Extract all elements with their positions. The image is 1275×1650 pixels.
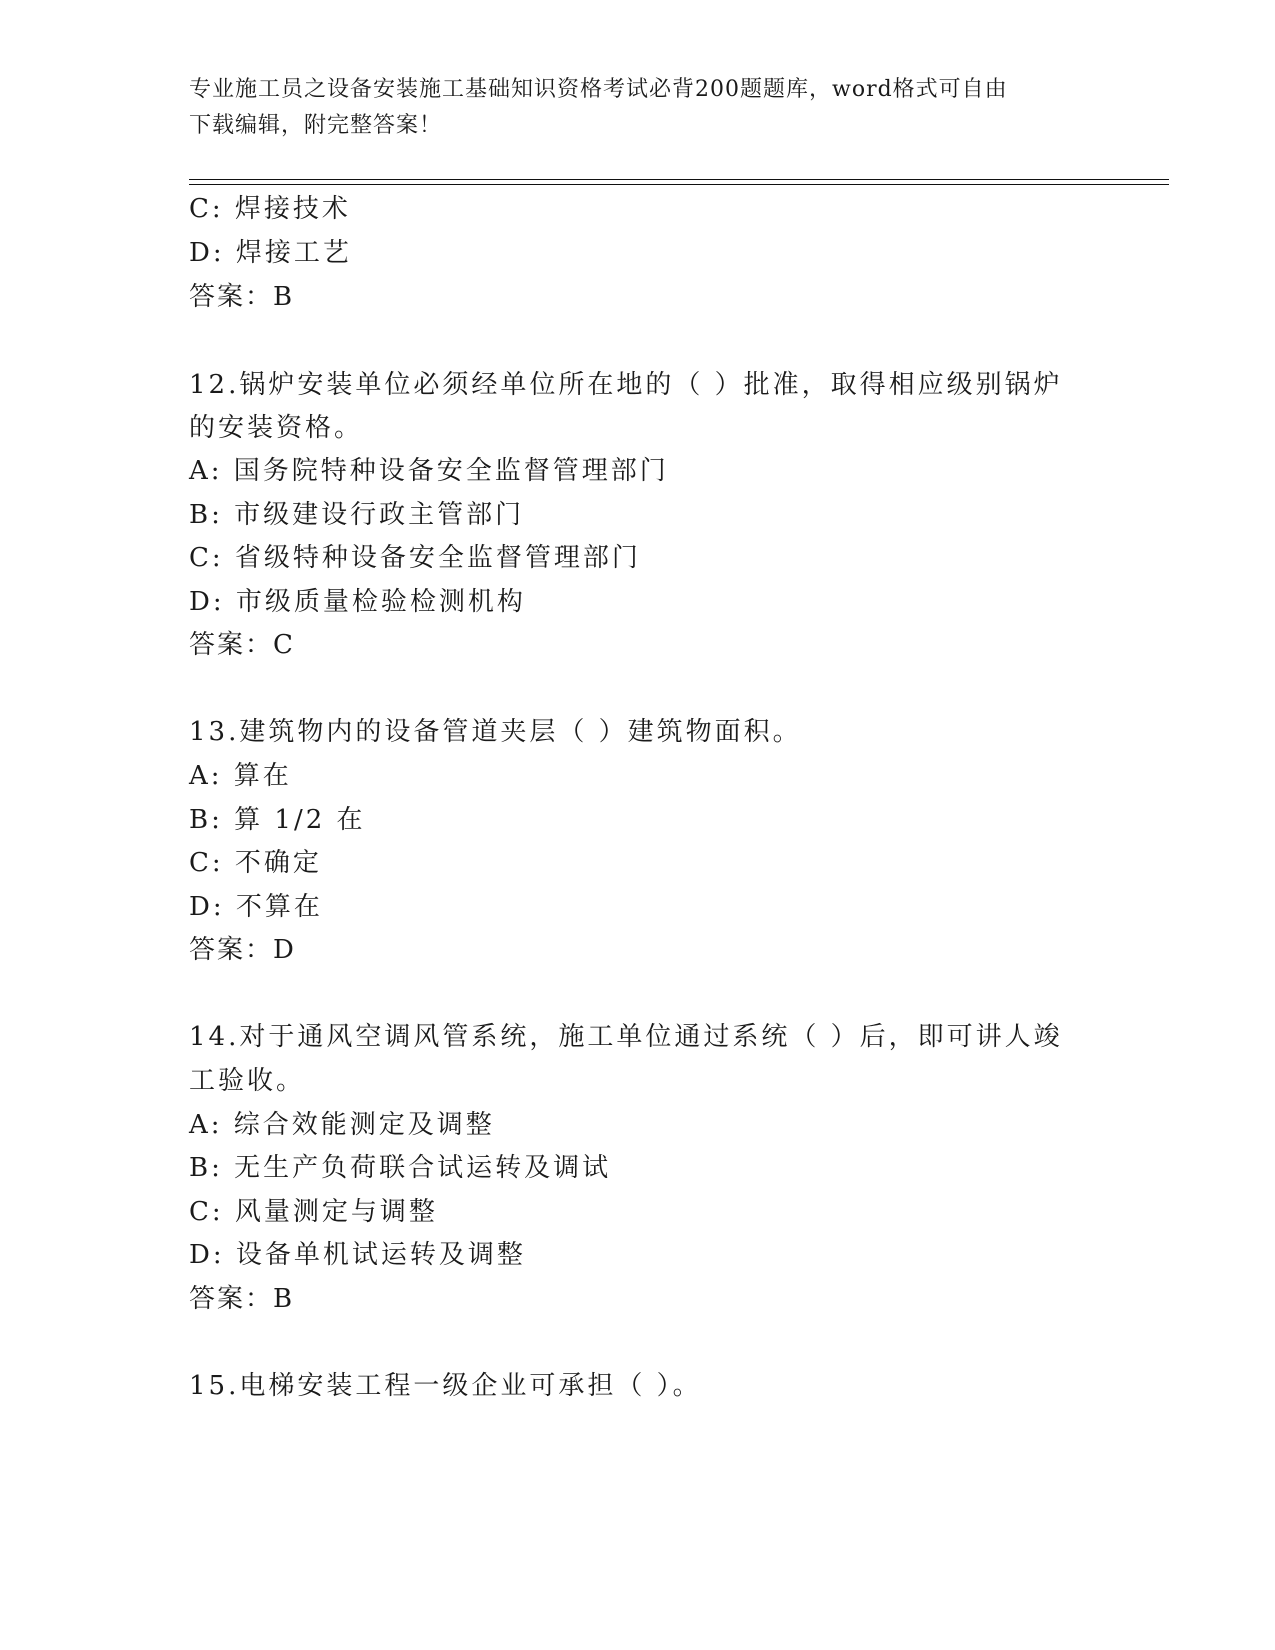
- q13-stem-line-1: 13.建筑物内的设备管道夹层（ ）建筑物面积。: [189, 717, 802, 747]
- q14-stem-line-2: 工验收。: [189, 1066, 306, 1096]
- q14-option-b: B: 无生产负荷联合试运转及调试: [189, 1153, 612, 1183]
- q12-stem-line-1: 12.锅炉安装单位必须经单位所在地的（ ）批准，取得相应级别锅炉: [189, 370, 1063, 400]
- q14-answer: 答案：B: [189, 1284, 295, 1314]
- q11-option-d: D: 焊接工艺: [189, 238, 352, 268]
- q14-option-c: C: 风量测定与调整: [189, 1197, 438, 1227]
- q15-stem-line-1: 15.电梯安装工程一级企业可承担（ ）。: [189, 1371, 702, 1401]
- header-divider-bottom: [189, 184, 1169, 185]
- q12-stem-line-2: 的安装资格。: [189, 413, 364, 443]
- q14-option-a: A: 综合效能测定及调整: [189, 1110, 495, 1140]
- q12-option-a: A: 国务院特种设备安全监督管理部门: [189, 456, 669, 486]
- q12-answer: 答案：C: [189, 630, 295, 660]
- q13-option-c: C: 不确定: [189, 848, 322, 878]
- q11-answer: 答案：B: [189, 282, 295, 312]
- q11-option-c: C: 焊接技术: [189, 194, 351, 224]
- header-divider-top: [189, 179, 1169, 180]
- q12-option-d: D: 市级质量检验检测机构: [189, 587, 526, 617]
- q13-option-d: D: 不算在: [189, 892, 323, 922]
- q13-option-b: B: 算 1/2 在: [189, 805, 366, 835]
- q14-option-d: D: 设备单机试运转及调整: [189, 1240, 526, 1270]
- q12-option-c: C: 省级特种设备安全监督管理部门: [189, 543, 641, 573]
- q12-option-b: B: 市级建设行政主管部门: [189, 500, 525, 530]
- q13-option-a: A: 算在: [189, 761, 292, 791]
- header-line-1: 专业施工员之设备安装施工基础知识资格考试必背200题题库，word格式可自由: [189, 77, 1008, 102]
- q13-answer: 答案：D: [189, 935, 296, 965]
- header-line-2: 下载编辑，附完整答案！: [189, 113, 443, 138]
- document-header: [189, 72, 1089, 144]
- q14-stem-line-1: 14.对于通风空调风管系统，施工单位通过系统（ ）后，即可讲人竣: [189, 1022, 1063, 1052]
